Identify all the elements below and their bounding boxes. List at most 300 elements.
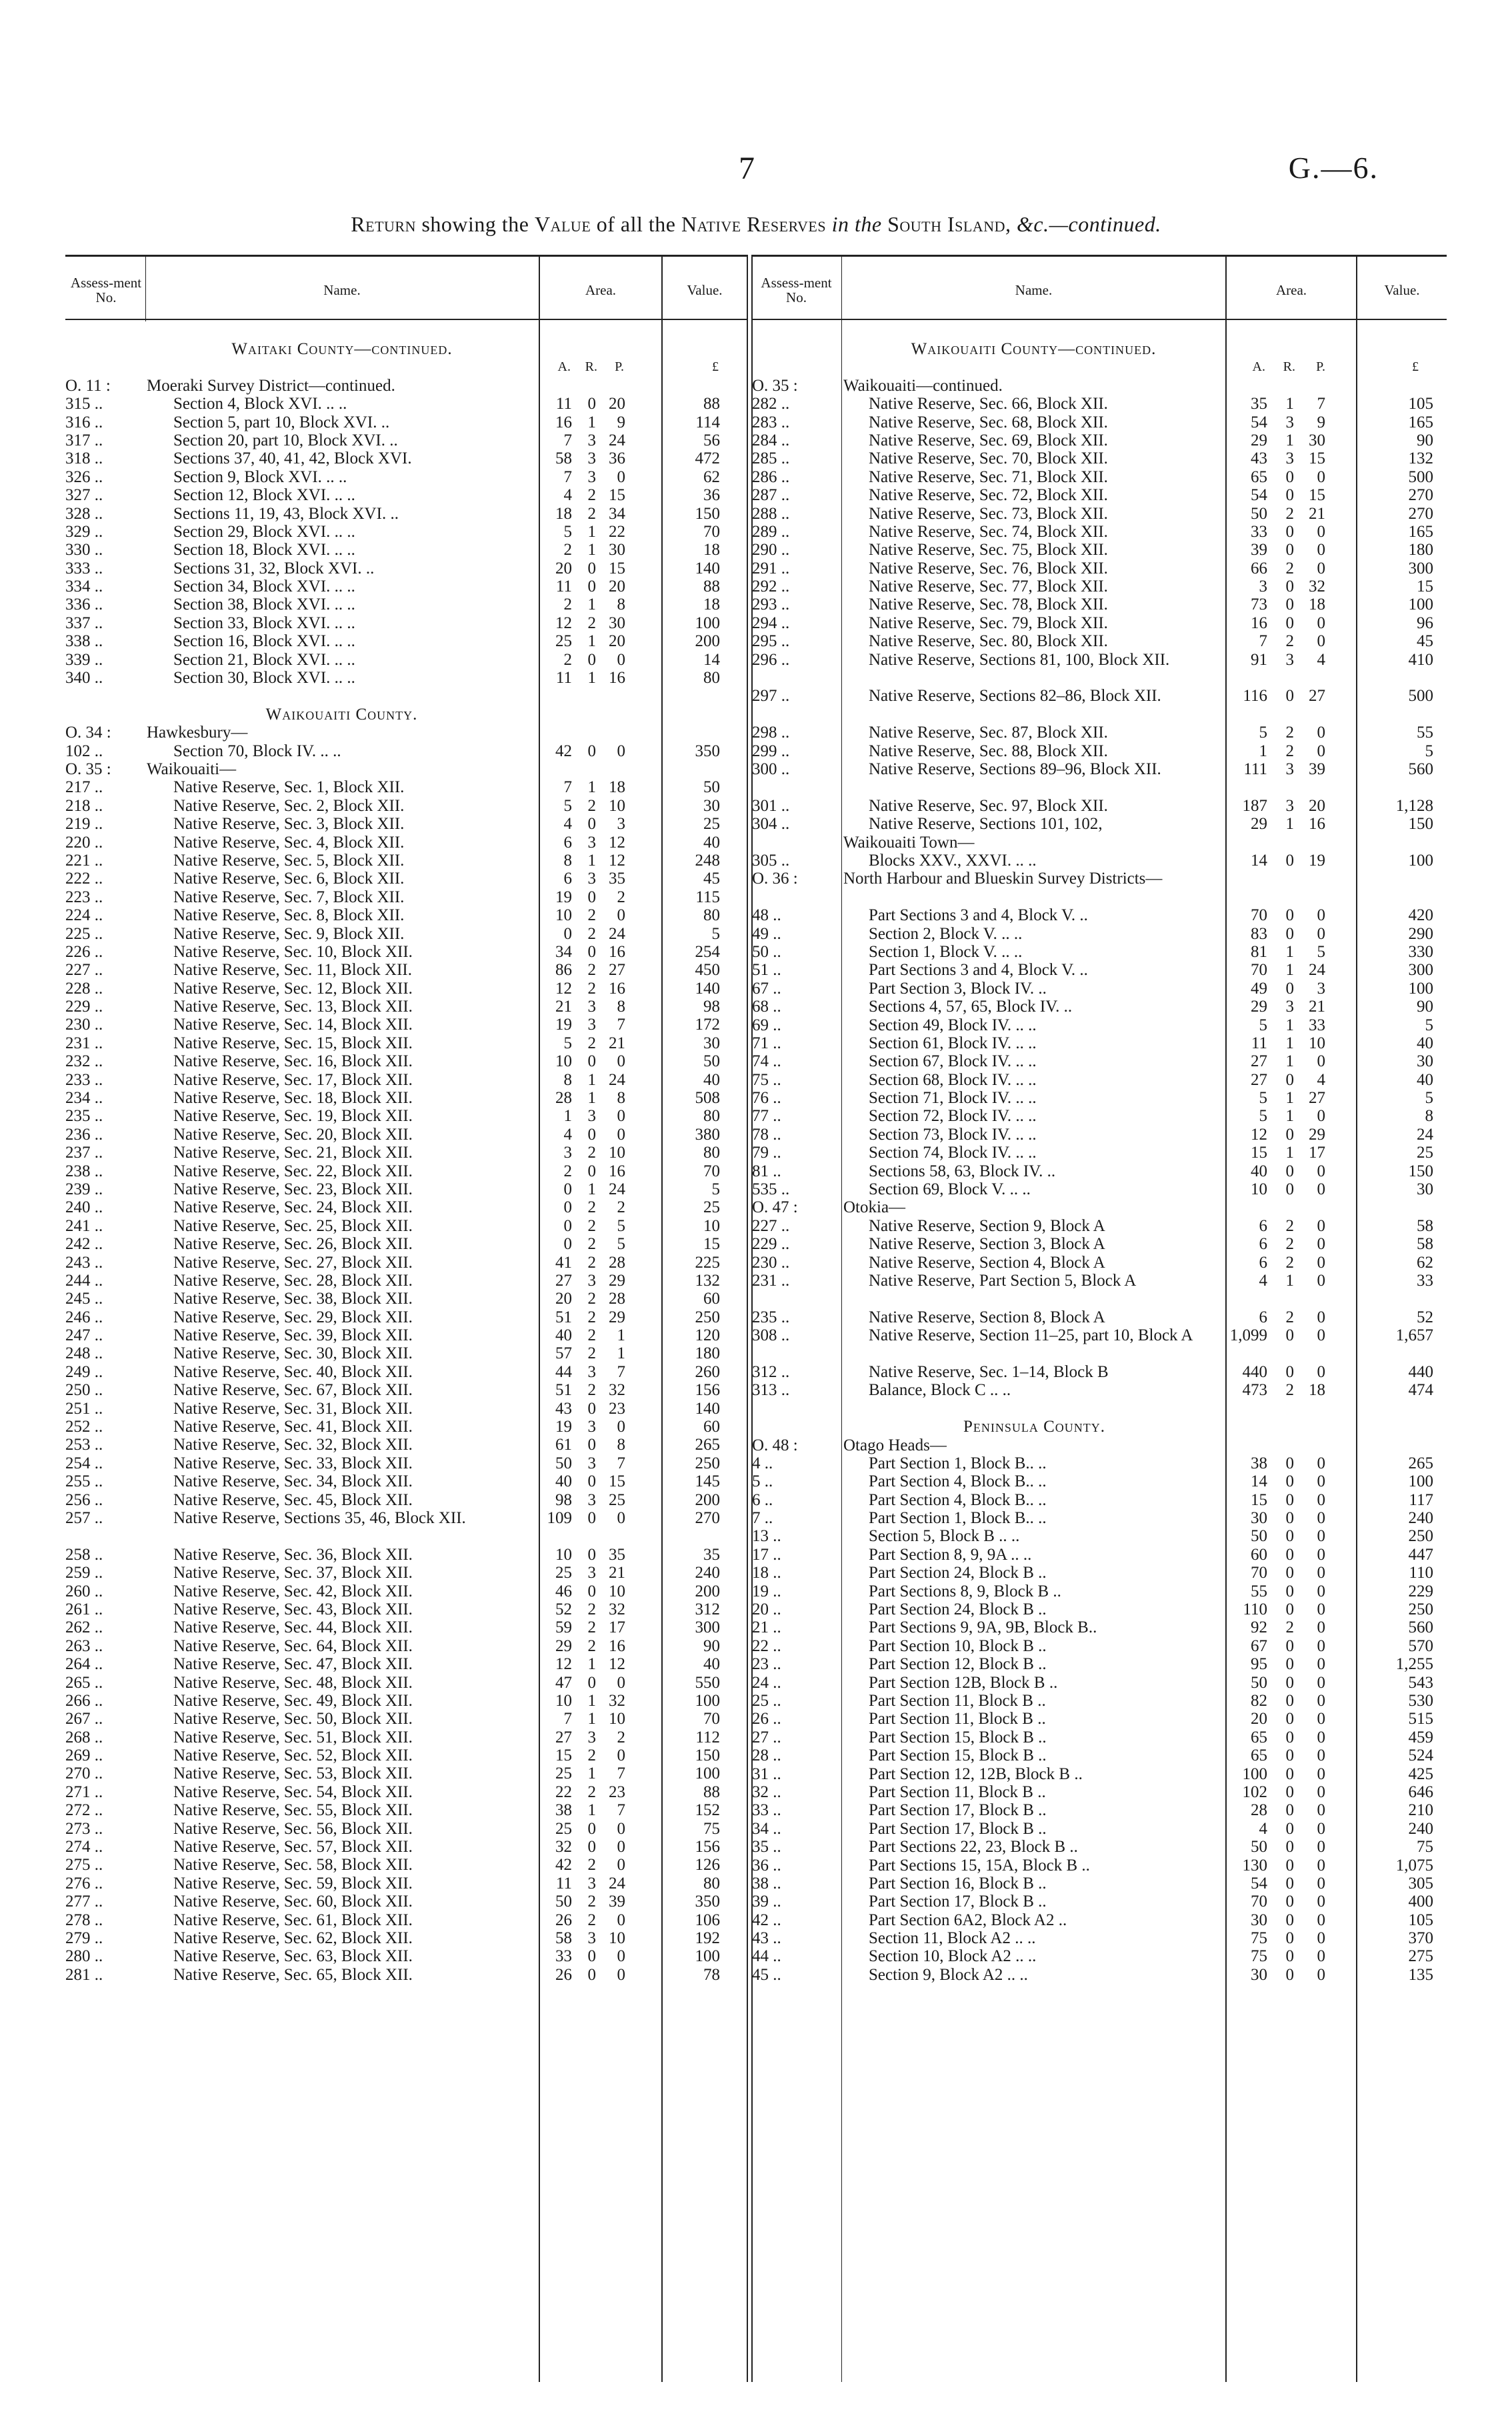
value-pounds: 240 xyxy=(1408,1819,1433,1838)
table-row xyxy=(65,523,745,541)
area-roods: 1 xyxy=(587,1710,596,1728)
table-row xyxy=(65,1546,745,1564)
area-acres: 12 xyxy=(555,979,572,998)
area-perches: 10 xyxy=(609,796,625,815)
area-roods: 1 xyxy=(587,522,596,541)
reserve-name: Native Reserve, Sec. 11, Block XII. xyxy=(173,961,412,980)
assessment-number: 298 .. xyxy=(752,724,790,742)
reserve-name: Section 11, Block A2 .. .. xyxy=(869,1929,1036,1948)
table-row xyxy=(65,1564,745,1582)
value-pounds: 100 xyxy=(695,1691,720,1710)
value-pounds: 132 xyxy=(1408,449,1433,468)
col-head-value-left: Value. xyxy=(687,281,723,298)
reserve-name: Section 70, Block IV. .. .. xyxy=(173,742,341,760)
area-acres: 4 xyxy=(563,486,572,505)
area-roods: 2 xyxy=(587,486,596,505)
table-row xyxy=(65,595,745,614)
assessment-number: 308 .. xyxy=(752,1326,790,1345)
area-roods: 1 xyxy=(1285,1016,1294,1034)
table-row xyxy=(65,724,745,742)
area-roods: 3 xyxy=(587,431,596,449)
area-roods: 0 xyxy=(1285,1362,1294,1381)
assessment-number: 270 .. xyxy=(65,1764,103,1783)
reserve-name: Native Reserve, Sec. 73, Block XII. xyxy=(869,504,1108,523)
area-perches: 3 xyxy=(617,815,625,834)
area-perches: 0 xyxy=(1317,1636,1325,1655)
value-pounds: 550 xyxy=(695,1673,720,1692)
area-perches: 0 xyxy=(1317,924,1325,943)
area-perches: 0 xyxy=(1317,906,1325,925)
assessment-number: 339 .. xyxy=(65,650,103,669)
table-row xyxy=(65,797,745,815)
area-perches: 17 xyxy=(609,1618,625,1637)
value-pounds: 55 xyxy=(1417,724,1433,742)
area-roods: 0 xyxy=(1285,1947,1294,1966)
value-pounds: 100 xyxy=(695,1764,720,1783)
area-perches: 25 xyxy=(609,1490,625,1509)
assessment-number: 250 .. xyxy=(65,1381,103,1400)
value-pounds: 117 xyxy=(1409,1490,1433,1509)
reserve-name: Native Reserve, Sec. 26, Block XII. xyxy=(173,1235,413,1254)
table-row xyxy=(65,1637,745,1655)
reserve-name: Native Reserve, Sec. 41, Block XII. xyxy=(173,1418,413,1436)
unit-perches: P. xyxy=(1316,359,1325,375)
col-head-assessment-left: Assess-ment No. xyxy=(70,274,142,305)
value-pounds: 58 xyxy=(1417,1235,1433,1254)
area-roods: 2 xyxy=(587,1198,596,1217)
area-perches: 29 xyxy=(609,1271,625,1290)
table-row xyxy=(752,1929,1447,1947)
table-row xyxy=(65,541,745,559)
area-acres: 86 xyxy=(555,961,572,980)
value-pounds: 62 xyxy=(1417,1253,1433,1272)
assessment-number: 39 .. xyxy=(752,1893,781,1911)
area-perches: 32 xyxy=(609,1691,625,1710)
reserve-name: Hawkesbury— xyxy=(147,724,248,742)
area-acres: 19 xyxy=(555,1418,572,1436)
section-heading xyxy=(65,340,745,358)
area-perches: 0 xyxy=(1317,1911,1325,1929)
area-perches: 0 xyxy=(1317,1600,1325,1619)
area-roods: 0 xyxy=(1285,1545,1294,1564)
col-head-area-left: Area. xyxy=(585,281,617,298)
area-perches: 21 xyxy=(1309,998,1325,1016)
reserve-name: Native Reserve, Sec. 28, Block XII. xyxy=(173,1271,413,1290)
area-perches: 21 xyxy=(609,1034,625,1052)
table-row xyxy=(65,1966,745,1984)
area-perches: 12 xyxy=(609,1655,625,1674)
table-row xyxy=(752,1857,1447,1875)
assessment-number: 35 .. xyxy=(752,1838,781,1857)
assessment-number: 334 .. xyxy=(65,577,103,596)
area-acres: 65 xyxy=(1251,1746,1267,1765)
table-row xyxy=(65,1509,745,1546)
assessment-number: 284 .. xyxy=(752,431,790,449)
reserve-name: Sections 4, 57, 65, Block IV. .. xyxy=(869,998,1073,1016)
table-row xyxy=(65,1893,745,1911)
table-row xyxy=(752,449,1447,467)
table-row xyxy=(65,413,745,431)
assessment-number: 13 .. xyxy=(752,1527,781,1546)
assessment-number: 256 .. xyxy=(65,1490,103,1509)
area-roods: 0 xyxy=(1285,924,1294,943)
area-acres: 1 xyxy=(563,1107,572,1126)
area-roods: 0 xyxy=(587,1472,596,1491)
assessment-number: 304 .. xyxy=(752,815,790,834)
area-roods: 0 xyxy=(1285,1655,1294,1674)
area-acres: 27 xyxy=(1251,1052,1267,1071)
assessment-number: 69 .. xyxy=(752,1016,781,1034)
unit-pounds: £ xyxy=(1412,359,1419,375)
reserve-name: Native Reserve, Sec. 47, Block XII. xyxy=(173,1655,413,1674)
area-acres: 5 xyxy=(1259,1107,1267,1126)
reserve-name: Native Reserve, Sec. 5, Block XII. xyxy=(173,851,405,870)
reserve-name: Part Section 12B, Block B .. xyxy=(869,1673,1058,1692)
area-acres: 22 xyxy=(555,1782,572,1801)
area-acres: 11 xyxy=(555,395,572,413)
area-acres: 25 xyxy=(555,1564,572,1582)
area-perches: 16 xyxy=(609,1162,625,1180)
value-pounds: 165 xyxy=(1408,522,1433,541)
area-acres: 0 xyxy=(563,1198,572,1217)
table-row xyxy=(752,1034,1447,1052)
table-row xyxy=(65,1363,745,1381)
area-acres: 66 xyxy=(1251,559,1267,577)
reserve-name: Native Reserve, Sec. 88, Block XII. xyxy=(869,742,1108,760)
assessment-number: 79 .. xyxy=(752,1144,781,1162)
area-perches: 0 xyxy=(1317,1582,1325,1600)
table-row xyxy=(752,486,1447,504)
area-acres: 0 xyxy=(563,1235,572,1254)
assessment-number: 329 .. xyxy=(65,522,103,541)
reserve-name: Native Reserve, Sec. 7, Block XII. xyxy=(173,888,405,906)
table-row xyxy=(65,377,745,395)
area-perches: 1 xyxy=(617,1344,625,1363)
area-acres: 111 xyxy=(1243,760,1267,779)
area-acres: 51 xyxy=(555,1308,572,1326)
table-row xyxy=(752,559,1447,577)
area-acres: 75 xyxy=(1251,1947,1267,1966)
area-perches: 3 xyxy=(1317,979,1325,998)
area-perches: 0 xyxy=(617,1673,625,1692)
area-perches: 0 xyxy=(1317,1655,1325,1674)
area-perches: 2 xyxy=(617,1198,625,1217)
area-acres: 58 xyxy=(555,449,572,468)
value-pounds: 70 xyxy=(703,522,720,541)
area-roods: 1 xyxy=(1285,815,1294,834)
table-row xyxy=(752,925,1447,943)
area-roods: 1 xyxy=(1285,942,1294,961)
assessment-number: 51 .. xyxy=(752,961,781,980)
reserve-name: Part Section 4, Block B.. .. xyxy=(869,1490,1047,1509)
area-roods: 1 xyxy=(587,1801,596,1820)
value-pounds: 450 xyxy=(695,961,720,980)
table-row xyxy=(65,1491,745,1509)
assessment-number: 48 .. xyxy=(752,906,781,925)
area-perches: 0 xyxy=(1317,1692,1325,1710)
reserve-name: Section 18, Block XVI. .. .. xyxy=(173,541,355,559)
area-perches: 7 xyxy=(617,1764,625,1783)
table-row xyxy=(752,1618,1447,1636)
value-pounds: 88 xyxy=(703,395,720,413)
table-row xyxy=(752,1180,1447,1198)
value-pounds: 80 xyxy=(703,1874,720,1893)
table-row xyxy=(752,614,1447,632)
value-pounds: 250 xyxy=(1408,1527,1433,1546)
area-roods: 0 xyxy=(1285,1180,1294,1199)
reserve-name: Native Reserve, Section 4, Block A xyxy=(869,1253,1105,1272)
area-acres: 82 xyxy=(1251,1692,1267,1710)
area-perches: 30 xyxy=(609,541,625,559)
table-row xyxy=(752,1016,1447,1034)
area-acres: 91 xyxy=(1251,650,1267,669)
area-roods: 0 xyxy=(587,559,596,577)
assessment-number: 318 .. xyxy=(65,449,103,468)
reserve-name: Native Reserve, Sec. 48, Block XII. xyxy=(173,1673,413,1692)
reserve-name: Native Reserve, Sec. 17, Block XII. xyxy=(173,1070,413,1089)
reserve-name: Native Reserve, Sec. 15, Block XII. xyxy=(173,1034,413,1052)
area-roods: 1 xyxy=(587,1089,596,1108)
area-roods: 0 xyxy=(587,1965,596,1984)
area-acres: 34 xyxy=(555,942,572,961)
reserve-name: Native Reserve, Sec. 19, Block XII. xyxy=(173,1107,413,1126)
area-acres: 59 xyxy=(555,1618,572,1637)
right-table-panel xyxy=(752,340,1447,1984)
area-roods: 3 xyxy=(587,1418,596,1436)
table-row xyxy=(65,1235,745,1253)
area-roods: 0 xyxy=(1285,1838,1294,1857)
assessment-number: 218 .. xyxy=(65,796,103,815)
reserve-name: Native Reserve, Sec. 59, Block XII. xyxy=(173,1874,413,1893)
reserve-name: Section 5, part 10, Block XVI. .. xyxy=(173,413,390,431)
value-pounds: 172 xyxy=(695,1016,720,1034)
area-acres: 5 xyxy=(563,522,572,541)
reserve-name: North Harbour and Blueskin Survey Districts— xyxy=(843,870,1163,888)
table-row xyxy=(752,980,1447,998)
value-pounds: 156 xyxy=(695,1381,720,1400)
area-roods: 1 xyxy=(1285,1089,1294,1108)
assessment-number: 225 .. xyxy=(65,924,103,943)
value-pounds: 14 xyxy=(703,650,720,669)
area-acres: 50 xyxy=(555,1893,572,1911)
assessment-number: 327 .. xyxy=(65,486,103,505)
area-roods: 2 xyxy=(587,961,596,980)
value-pounds: 543 xyxy=(1408,1673,1433,1692)
reserve-name: Native Reserve, Sections 81, 100, Block XII. xyxy=(869,650,1170,669)
table-row xyxy=(752,1308,1447,1326)
title-value-word: Value xyxy=(535,212,591,236)
reserve-name: Native Reserve, Sec. 4, Block XII. xyxy=(173,833,405,852)
title-middle: showing the xyxy=(415,212,535,236)
value-pounds: 105 xyxy=(1408,395,1433,413)
table-row xyxy=(752,377,1447,395)
area-acres: 130 xyxy=(1242,1856,1267,1875)
area-roods: 0 xyxy=(1285,614,1294,632)
area-perches: 0 xyxy=(617,906,625,925)
area-acres: 83 xyxy=(1251,924,1267,943)
reserve-name: Native Reserve, Section 8, Block A xyxy=(869,1308,1105,1326)
area-perches: 0 xyxy=(1317,1965,1325,1984)
area-acres: 29 xyxy=(1251,998,1267,1016)
value-pounds: 114 xyxy=(695,413,720,431)
reserve-name: Part Section 10, Block B .. xyxy=(869,1636,1047,1655)
area-perches: 10 xyxy=(1309,1034,1325,1052)
table-row xyxy=(752,1254,1447,1272)
assessment-number: 17 .. xyxy=(752,1545,781,1564)
value-pounds: 270 xyxy=(695,1509,720,1527)
reserve-name: Native Reserve, Sections 35, 46, Block XII. xyxy=(173,1509,466,1527)
area-roods: 3 xyxy=(587,449,596,468)
table-row xyxy=(65,1674,745,1692)
assessment-number: 317 .. xyxy=(65,431,103,449)
table-row xyxy=(752,1947,1447,1965)
assessment-number: 226 .. xyxy=(65,942,103,961)
table-row xyxy=(65,852,745,870)
assessment-number: 18 .. xyxy=(752,1564,781,1582)
value-pounds: 459 xyxy=(1408,1728,1433,1746)
area-perches: 0 xyxy=(1317,1362,1325,1381)
area-roods: 2 xyxy=(587,1636,596,1655)
table-row xyxy=(752,834,1447,852)
value-pounds: 254 xyxy=(695,942,720,961)
area-acres: 6 xyxy=(563,833,572,852)
area-acres: 25 xyxy=(555,1819,572,1838)
value-pounds: 75 xyxy=(1417,1838,1433,1857)
reserve-name: Part Section 17, Block B .. xyxy=(869,1819,1047,1838)
area-perches: 2 xyxy=(617,888,625,906)
area-acres: 5 xyxy=(563,1034,572,1052)
assessment-number: 251 .. xyxy=(65,1399,103,1418)
area-acres: 6 xyxy=(563,870,572,888)
assessment-number: O. 48 : xyxy=(752,1436,798,1454)
area-acres: 8 xyxy=(563,851,572,870)
area-acres: 41 xyxy=(555,1253,572,1272)
area-acres: 52 xyxy=(555,1600,572,1618)
table-row xyxy=(65,449,745,467)
reserve-name: Native Reserve, Sec. 58, Block XII. xyxy=(173,1856,413,1875)
assessment-number: 274 .. xyxy=(65,1838,103,1857)
reserve-name: Moeraki Survey District—continued. xyxy=(147,376,395,395)
table-top-rule xyxy=(65,255,1447,257)
assessment-number: 231 .. xyxy=(752,1271,790,1290)
area-acres: 1,099 xyxy=(1229,1326,1267,1345)
assessment-number: 244 .. xyxy=(65,1271,103,1290)
value-pounds: 474 xyxy=(1408,1381,1433,1400)
area-perches: 15 xyxy=(1309,486,1325,505)
area-roods: 0 xyxy=(587,577,596,596)
table-row xyxy=(752,595,1447,614)
section-heading-text: Peninsula County. xyxy=(963,1418,1106,1436)
assessment-number: 34 .. xyxy=(752,1819,781,1838)
area-acres: 11 xyxy=(1251,1034,1267,1052)
reserve-name: Part Section 3, Block IV. .. xyxy=(869,979,1047,998)
area-acres: 92 xyxy=(1251,1618,1267,1637)
area-roods: 2 xyxy=(587,504,596,523)
reserve-name: Native Reserve, Sec. 43, Block XII. xyxy=(173,1600,413,1618)
table-row xyxy=(65,614,745,632)
area-perches: 0 xyxy=(1317,1874,1325,1893)
assessment-number: 276 .. xyxy=(65,1874,103,1893)
assessment-number: 283 .. xyxy=(752,413,790,431)
area-acres: 7 xyxy=(563,778,572,797)
area-perches: 27 xyxy=(1309,1089,1325,1108)
area-roods: 3 xyxy=(587,1564,596,1582)
area-roods: 2 xyxy=(587,1856,596,1875)
value-pounds: 90 xyxy=(703,1636,720,1655)
assessment-number: 294 .. xyxy=(752,614,790,632)
area-roods: 0 xyxy=(587,1162,596,1180)
reserve-name: Part Sections 8, 9, Block B .. xyxy=(869,1582,1061,1600)
assessment-number: 300 .. xyxy=(752,760,790,779)
area-acres: 7 xyxy=(1259,632,1267,651)
table-row xyxy=(752,1198,1447,1216)
area-perches: 0 xyxy=(617,1856,625,1875)
area-acres: 40 xyxy=(555,1326,572,1345)
area-acres: 20 xyxy=(555,559,572,577)
area-roods: 0 xyxy=(1285,1472,1294,1491)
table-row xyxy=(65,1838,745,1856)
table-row xyxy=(752,687,1447,724)
value-pounds: 472 xyxy=(695,449,720,468)
value-pounds: 25 xyxy=(703,1198,720,1217)
area-roods: 0 xyxy=(1285,687,1294,706)
area-perches: 0 xyxy=(1317,1746,1325,1765)
table-row xyxy=(752,1381,1447,1399)
value-pounds: 1,128 xyxy=(1395,796,1433,815)
area-roods: 0 xyxy=(1285,1564,1294,1582)
reserve-name: Native Reserve, Sec. 97, Block XII. xyxy=(869,796,1108,815)
reserve-name: Native Reserve, Sec. 66, Block XII. xyxy=(869,395,1108,413)
area-perches: 0 xyxy=(1317,1253,1325,1272)
assessment-number: 286 .. xyxy=(752,467,790,486)
value-pounds: 1,255 xyxy=(1395,1655,1433,1674)
assessment-number: 278 .. xyxy=(65,1911,103,1929)
value-pounds: 380 xyxy=(695,1125,720,1144)
area-roods: 0 xyxy=(1285,1764,1294,1783)
value-pounds: 100 xyxy=(1408,851,1433,870)
area-perches: 1 xyxy=(617,1326,625,1345)
area-roods: 0 xyxy=(1285,1692,1294,1710)
area-roods: 2 xyxy=(587,924,596,943)
assessment-number: 315 .. xyxy=(65,395,103,413)
area-perches: 7 xyxy=(617,1362,625,1381)
area-perches: 15 xyxy=(609,486,625,505)
area-acres: 187 xyxy=(1242,796,1267,815)
area-acres: 57 xyxy=(555,1344,572,1363)
value-pounds: 152 xyxy=(695,1801,720,1820)
area-acres: 11 xyxy=(555,1874,572,1893)
assessment-number: 301 .. xyxy=(752,796,790,815)
area-acres: 2 xyxy=(563,541,572,559)
reserve-name: Section 34, Block XVI. .. .. xyxy=(173,577,355,596)
area-roods: 2 xyxy=(587,1290,596,1308)
assessment-number: 238 .. xyxy=(65,1162,103,1180)
area-perches: 15 xyxy=(609,559,625,577)
area-perches: 0 xyxy=(1317,1162,1325,1180)
table-row xyxy=(752,1527,1447,1545)
area-perches: 0 xyxy=(1317,1801,1325,1820)
area-perches: 0 xyxy=(1317,1564,1325,1582)
value-pounds: 80 xyxy=(703,669,720,688)
table-row xyxy=(752,1400,1447,1418)
table-row xyxy=(65,1126,745,1144)
value-pounds: 400 xyxy=(1408,1893,1433,1911)
value-pounds: 300 xyxy=(1408,559,1433,577)
area-acres: 58 xyxy=(555,1929,572,1947)
area-acres: 70 xyxy=(1251,1564,1267,1582)
assessment-number: 235 .. xyxy=(752,1308,790,1326)
table-row xyxy=(65,742,745,760)
